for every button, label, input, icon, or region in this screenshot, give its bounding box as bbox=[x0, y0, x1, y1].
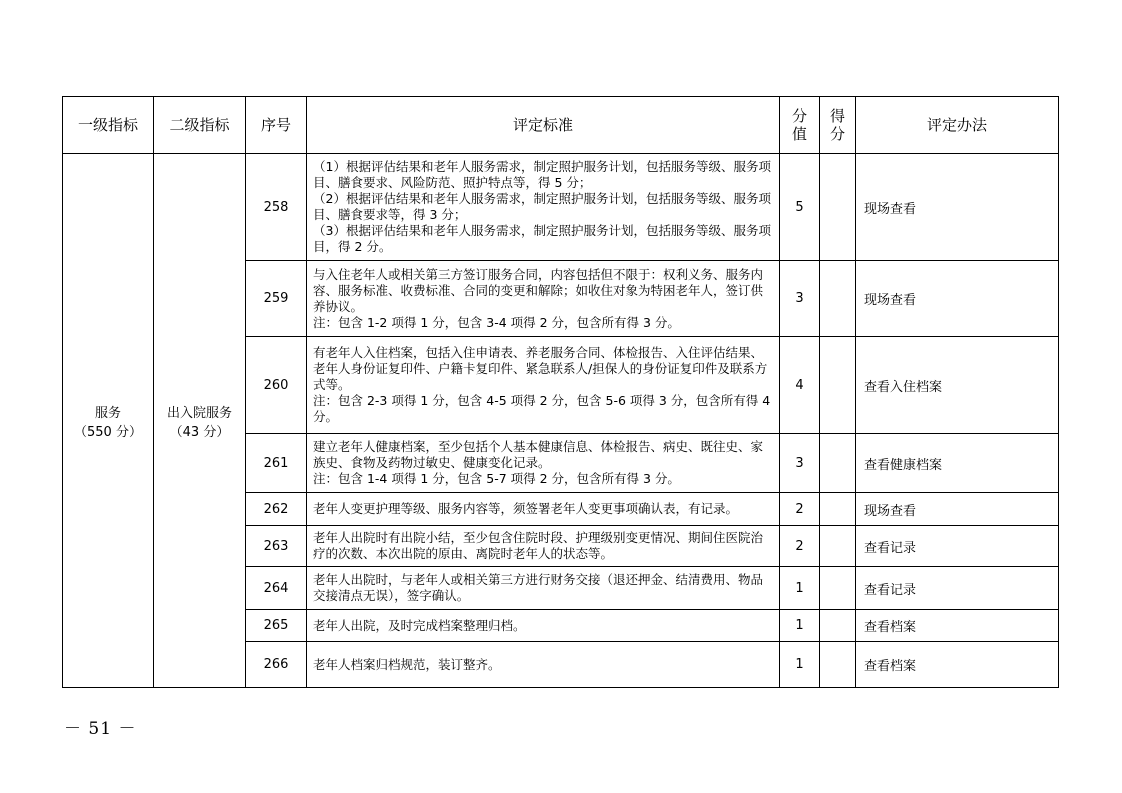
got-cell bbox=[820, 493, 856, 526]
method-cell: 查看记录 bbox=[856, 526, 1059, 567]
criteria-cell: 建立老年人健康档案，至少包括个人基本健康信息、体检报告、病史、既往史、家族史、食物及药物过敏史、健康变化记录。 注：包含 1-4 项得 1 分，包含 5-7 项得 2 分，包含所有得 3 分。 bbox=[307, 434, 780, 493]
score-cell: 2 bbox=[780, 493, 820, 526]
level2-cell: 出入院服务 （43 分） bbox=[154, 154, 246, 688]
got-cell bbox=[820, 434, 856, 493]
method-cell: 现场查看 bbox=[856, 493, 1059, 526]
evaluation-table bbox=[62, 96, 1059, 688]
score-cell: 5 bbox=[780, 154, 820, 261]
header-method: 评定办法 bbox=[856, 97, 1059, 154]
table-row bbox=[63, 154, 1059, 261]
criteria-cell: 与入住老年人或相关第三方签订服务合同，内容包括但不限于：权利义务、服务内容、服务标准、收费标准、合同的变更和解除；如收住对象为特困老年人，签订供养协议。 注：包含 1-2 项得 1 分，包含 3-4 项得 2 分，包含所有得 3 分。 bbox=[307, 261, 780, 337]
got-cell bbox=[820, 337, 856, 434]
method-cell: 查看入住档案 bbox=[856, 337, 1059, 434]
header-row bbox=[63, 97, 1059, 154]
score-cell: 1 bbox=[780, 642, 820, 688]
score-cell: 1 bbox=[780, 610, 820, 642]
seq-cell: 259 bbox=[246, 261, 307, 337]
page-number: － 51 － bbox=[64, 719, 137, 739]
header-score-value: 分 值 bbox=[780, 97, 820, 154]
criteria-cell: （1）根据评估结果和老年人服务需求，制定照护服务计划，包括服务等级、服务项目、膳食要求、风险防范、照护特点等，得 5 分； （2）根据评估结果和老年人服务需求，制定照护服务计划，包括服务等级、服务项目、膳食要求等，得 3 分； （3）根据评估结果和老年人服务需求，制定照护服务计划，包括服务等级、服务项目，得 2 分。 bbox=[307, 154, 780, 261]
level1-cell: 服务 （550 分） bbox=[63, 154, 154, 688]
score-cell: 2 bbox=[780, 526, 820, 567]
got-cell bbox=[820, 567, 856, 610]
got-cell bbox=[820, 261, 856, 337]
seq-cell: 264 bbox=[246, 567, 307, 610]
method-cell: 查看记录 bbox=[856, 567, 1059, 610]
method-cell: 现场查看 bbox=[856, 261, 1059, 337]
score-cell: 3 bbox=[780, 261, 820, 337]
criteria-cell: 老年人出院时有出院小结，至少包含住院时段、护理级别变更情况、期间住医院治疗的次数、本次出院的原由、离院时老年人的状态等。 bbox=[307, 526, 780, 567]
method-cell: 查看档案 bbox=[856, 610, 1059, 642]
seq-cell: 260 bbox=[246, 337, 307, 434]
seq-cell: 266 bbox=[246, 642, 307, 688]
header-seq: 序号 bbox=[246, 97, 307, 154]
got-cell bbox=[820, 526, 856, 567]
score-cell: 4 bbox=[780, 337, 820, 434]
header-level2: 二级指标 bbox=[154, 97, 246, 154]
got-cell bbox=[820, 154, 856, 261]
seq-cell: 258 bbox=[246, 154, 307, 261]
header-criteria: 评定标准 bbox=[307, 97, 780, 154]
header-score-got: 得 分 bbox=[820, 97, 856, 154]
method-cell: 查看健康档案 bbox=[856, 434, 1059, 493]
seq-cell: 261 bbox=[246, 434, 307, 493]
criteria-cell: 老年人出院，及时完成档案整理归档。 bbox=[307, 610, 780, 642]
got-cell bbox=[820, 610, 856, 642]
score-cell: 1 bbox=[780, 567, 820, 610]
criteria-cell: 有老年人入住档案，包括入住申请表、养老服务合同、体检报告、入住评估结果、老年人身份证复印件、户籍卡复印件、紧急联系人/担保人的身份证复印件及联系方式等。 注：包含 2-3 项得 1 分，包含 4-5 项得 2 分，包含 5-6 项得 3 分，包含所有得 4 分。 bbox=[307, 337, 780, 434]
criteria-cell: 老年人出院时，与老年人或相关第三方进行财务交接（退还押金、结清费用、物品交接清点无误），签字确认。 bbox=[307, 567, 780, 610]
method-cell: 现场查看 bbox=[856, 154, 1059, 261]
got-cell bbox=[820, 642, 856, 688]
seq-cell: 263 bbox=[246, 526, 307, 567]
score-cell: 3 bbox=[780, 434, 820, 493]
seq-cell: 265 bbox=[246, 610, 307, 642]
seq-cell: 262 bbox=[246, 493, 307, 526]
criteria-cell: 老年人档案归档规范，装订整齐。 bbox=[307, 642, 780, 688]
method-cell: 查看档案 bbox=[856, 642, 1059, 688]
criteria-cell: 老年人变更护理等级、服务内容等，须签署老年人变更事项确认表，有记录。 bbox=[307, 493, 780, 526]
header-level1: 一级指标 bbox=[63, 97, 154, 154]
